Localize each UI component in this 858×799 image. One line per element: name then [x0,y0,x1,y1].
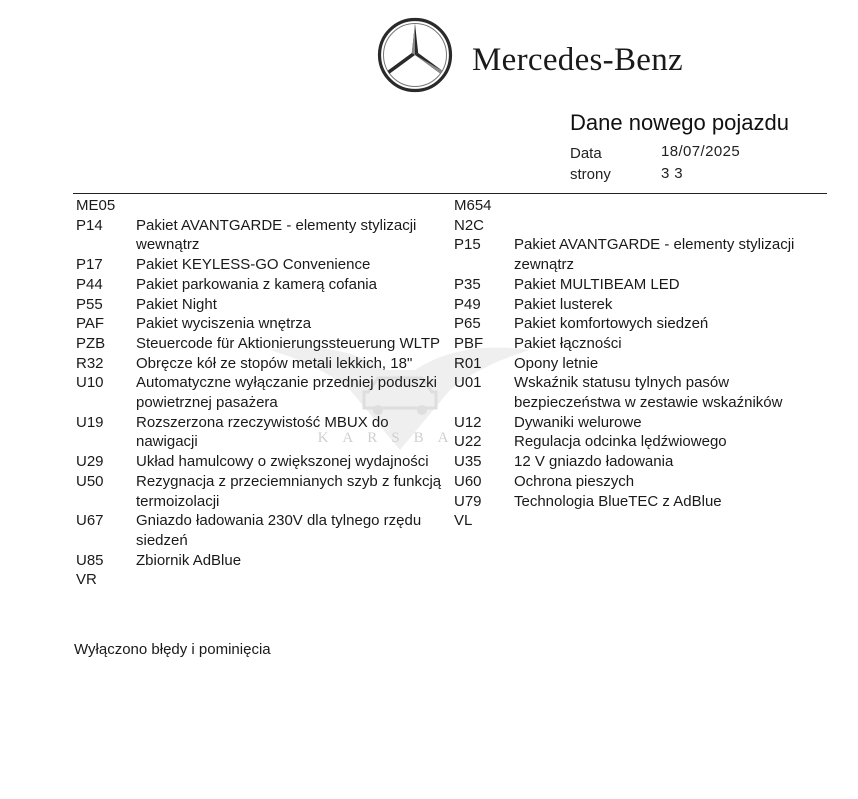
option-description: Pakiet komfortowych siedzeń [514,315,709,333]
header-divider [73,193,827,194]
option-description: Rezygnacja z przeciemnianych szyb z funkcją termoizolacji [136,472,442,510]
option-code: U10 [76,374,104,392]
option-code: U50 [76,472,104,490]
option-code: P17 [76,256,103,274]
option-row [76,472,446,511]
option-description [136,570,446,590]
options-list-right [454,196,834,531]
option-description: Automatyczne wyłączanie przedniej poduszki powietrznej pasażera [136,374,437,412]
option-description: Pakiet parkowania z kamerą cofania [136,275,377,293]
option-description: Pakiet MULTIBEAM LED [514,275,680,293]
option-code: U22 [454,433,482,451]
option-row [454,472,834,492]
option-code: ME05 [76,197,116,214]
option-row [76,295,446,315]
option-row [454,334,834,354]
option-description: Steuercode für Aktionierungssteuerung WLTP [136,334,441,352]
option-row [76,511,446,550]
option-row [76,373,446,412]
option-row [76,551,446,571]
option-row [454,511,834,531]
option-description: 12 V gniazdo ładowania [514,453,674,471]
pages-value: 3 3 [661,165,684,182]
option-code: VL [454,512,473,530]
option-code: PZB [76,334,106,352]
date-label: Data [570,145,602,162]
option-code: U85 [76,551,104,569]
option-code: P14 [76,216,103,234]
option-code: VR [76,571,97,589]
option-description: Ochrona pieszych [514,472,635,490]
option-code: P44 [76,275,103,293]
option-row [454,432,834,452]
option-row [454,216,834,236]
option-code: P15 [454,236,481,254]
option-description: Pakiet AVANTGARDE - elementy stylizacji wewnątrz [136,216,417,254]
option-description: Pakiet wyciszenia wnętrza [136,315,312,333]
brand-name: Mercedes-Benz [472,42,683,78]
option-code: N2C [454,216,485,234]
option-code: M654 [454,197,492,214]
option-description [514,216,834,236]
pages-label: strony [570,166,611,183]
option-description: Pakiet KEYLESS-GO Convenience [136,256,371,274]
disclaimer-note: Wyłączono błędy i pominięcia [74,641,271,658]
option-code: R01 [454,354,482,372]
option-description: Opony letnie [514,354,599,372]
option-description: Pakiet łączności [514,334,622,352]
option-code: U19 [76,413,104,431]
option-description: Regulacja odcinka lędźwiowego [514,433,727,451]
option-row [454,373,834,412]
option-description: Wskaźnik statusu tylnych pasów bezpieczeństwa w zestawie wskaźników [514,374,783,412]
option-code: U35 [454,453,482,471]
option-row [454,354,834,374]
option-row [76,354,446,374]
option-code: R32 [76,354,104,372]
option-description: Pakiet Night [136,295,217,313]
option-description: Pakiet lusterek [514,295,613,313]
option-description: Zbiornik AdBlue [136,551,242,569]
option-row [454,295,834,315]
option-row [454,413,834,433]
option-row [454,235,834,274]
option-row [76,255,446,275]
option-code: P49 [454,295,481,313]
option-code: PAF [76,315,105,333]
option-row [76,216,446,255]
option-code: P65 [454,315,481,333]
document-title: Dane nowego pojazdu [570,110,789,135]
option-code: P35 [454,275,481,293]
option-code: U67 [76,512,104,530]
option-row [76,196,446,216]
option-row [454,492,834,512]
option-code: U01 [454,374,482,392]
option-description [514,511,834,531]
option-code: P55 [76,295,103,313]
option-row [76,314,446,334]
option-description: Obręcze kół ze stopów metali lekkich, 18" [136,354,413,372]
option-code: U79 [454,492,482,510]
option-description: Pakiet AVANTGARDE - elementy stylizacji zewnątrz [514,236,795,274]
option-description [514,196,834,216]
option-description: Układ hamulcowy o zwiększonej wydajności [136,453,429,471]
option-description: Gniazdo ładowania 230V dla tylnego rzędu siedzeń [136,512,422,549]
option-row [76,413,446,452]
option-row [454,314,834,334]
option-description: Rozszerzona rzeczywistość MBUX do nawigacji [136,413,389,451]
option-row [454,275,834,295]
option-row [76,334,446,354]
option-row [76,275,446,295]
option-row [76,570,446,590]
option-code: U60 [454,472,482,490]
option-description: Technologia BlueTEC z AdBlue [514,492,722,510]
option-code: U12 [454,413,482,431]
options-list-left [76,196,446,590]
option-row [454,452,834,472]
option-description [136,196,446,216]
option-row [454,196,834,216]
watermark-text: KARSBA [317,430,463,446]
option-row [76,452,446,472]
option-description: Dywaniki welurowe [514,413,642,431]
mercedes-star-icon [377,17,453,93]
option-code: U29 [76,453,104,471]
option-code: PBF [454,334,484,352]
date-value: 18/07/2025 [661,143,741,160]
